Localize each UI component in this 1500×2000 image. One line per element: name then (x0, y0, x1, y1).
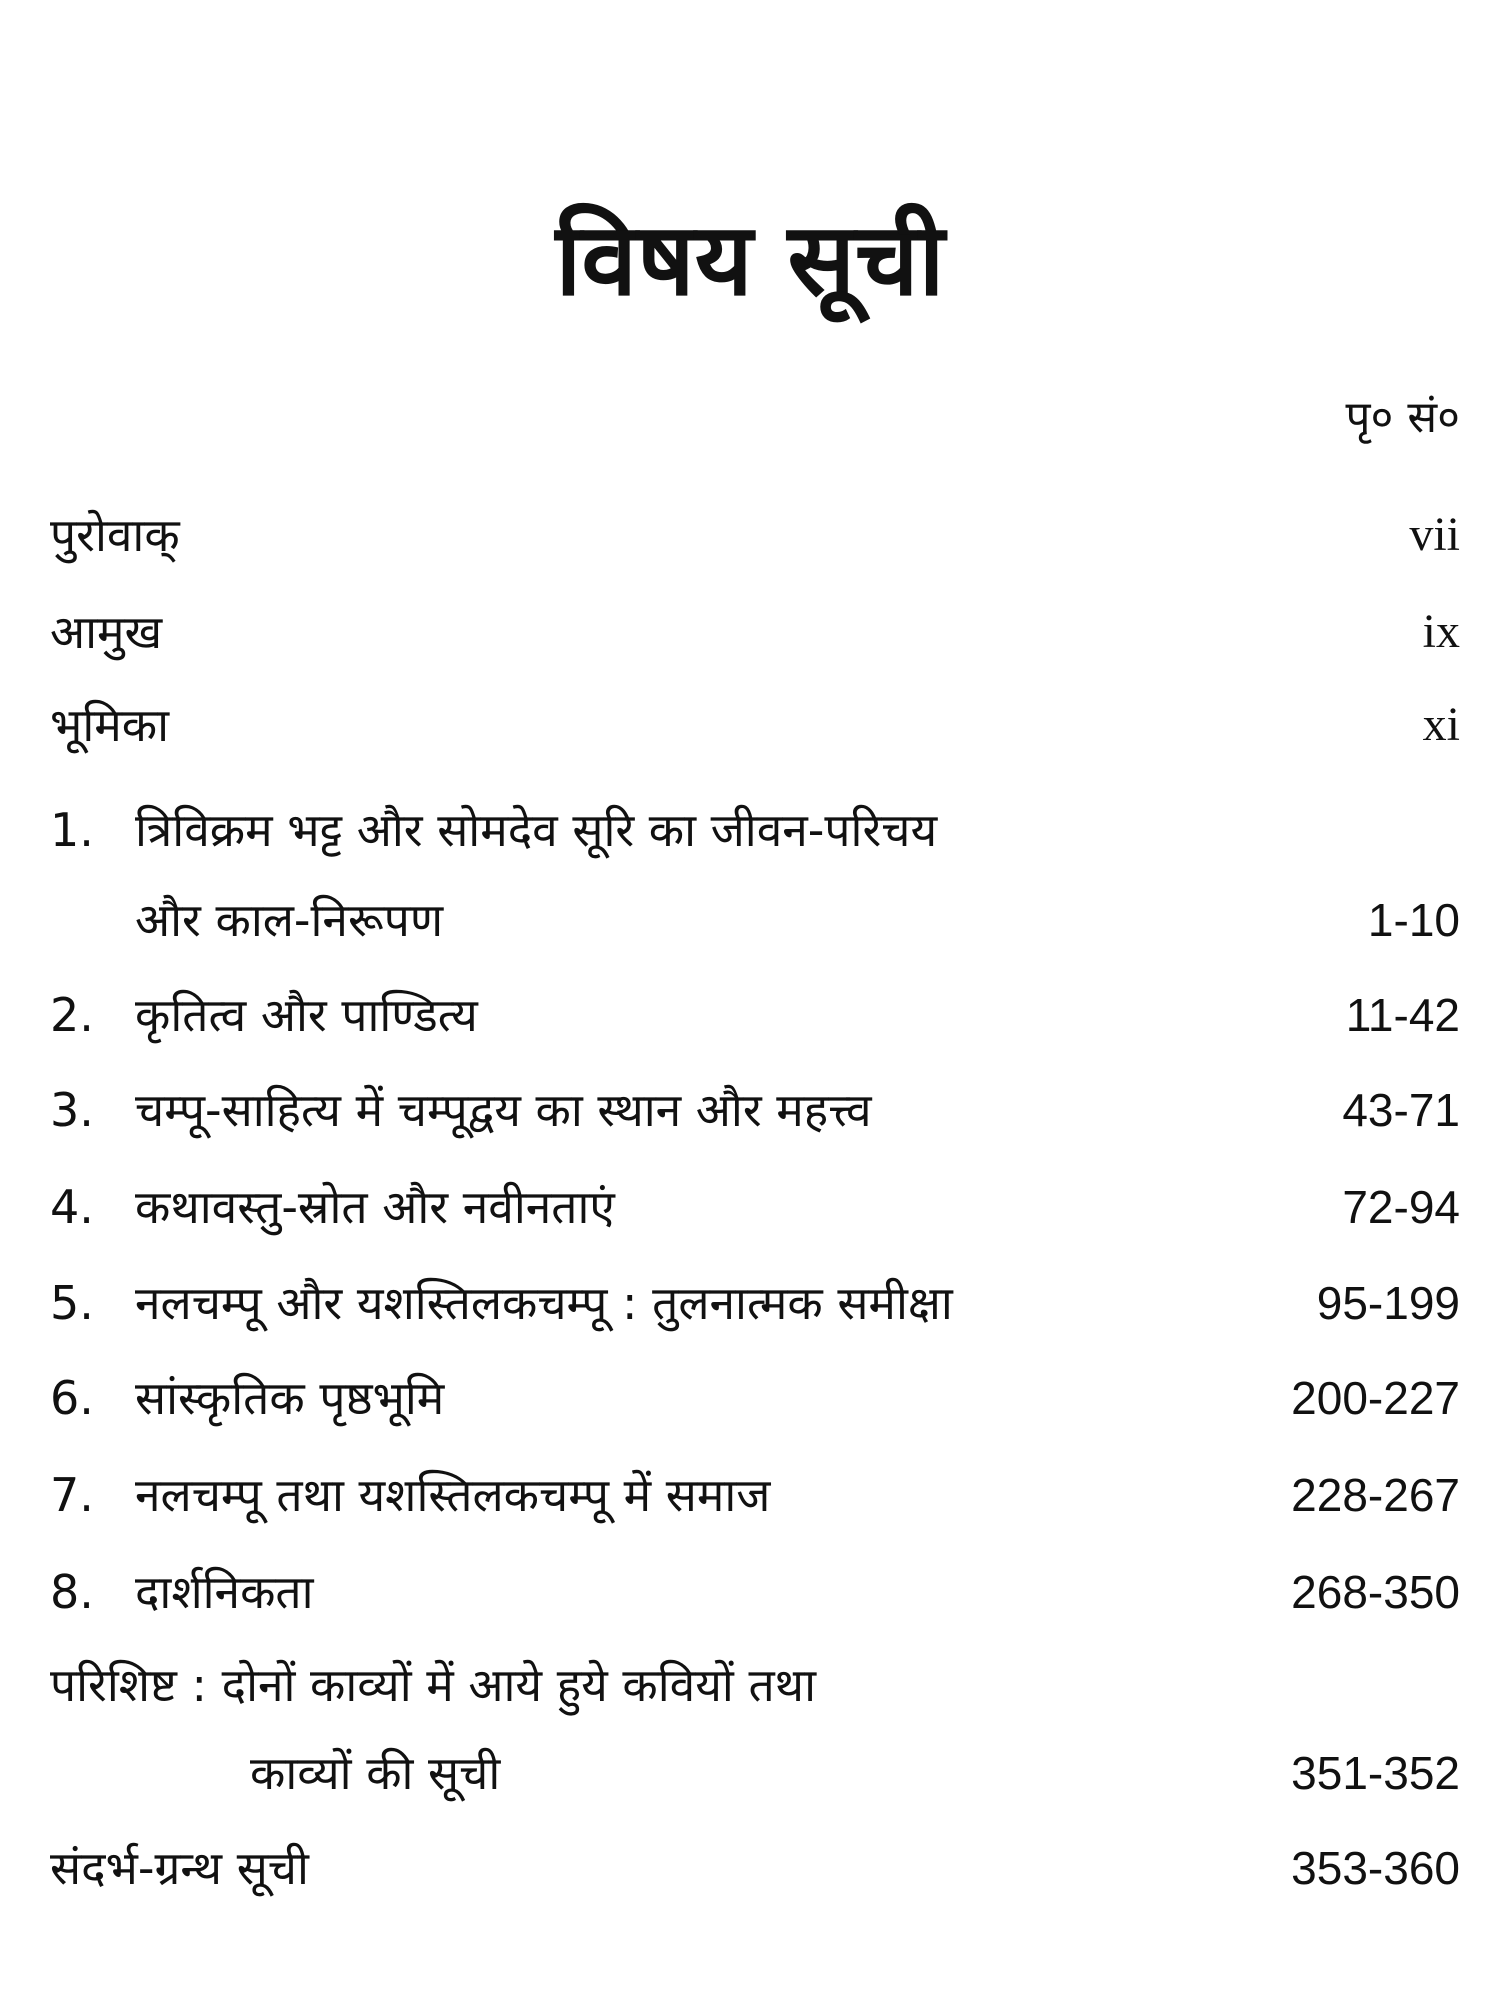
toc-entry-title: संदर्भ-ग्रन्थ सूची (50, 1841, 309, 1895)
toc-entry-pages: vii (1409, 508, 1460, 561)
toc-entry-title: दार्शनिकता (135, 1565, 314, 1619)
toc-entry-title: कथावस्तु-स्रोत और नवीनताएं (135, 1180, 615, 1234)
toc-entry (50, 690, 1460, 760)
toc-entry-number: 5. (50, 1276, 94, 1330)
toc-entry-pages: 11-42 (1345, 989, 1460, 1041)
toc-entry (50, 1833, 1460, 1903)
toc-entry-title: पुरोवाक् (50, 508, 180, 562)
toc-entry (50, 1075, 1460, 1145)
toc-entry (50, 1557, 1460, 1627)
toc-entry-title: कृतित्व और पाण्डित्य (135, 988, 478, 1042)
toc-entry-title: सांस्कृतिक पृष्ठभूमि (135, 1371, 445, 1425)
toc-entry-title: परिशिष्ट : दोनों काव्यों में आये हुये कवियों तथा (50, 1658, 816, 1712)
page-number-column-header: पृ० सं० (1345, 392, 1460, 443)
toc-entry-number: 4. (50, 1180, 94, 1234)
toc-entry (50, 597, 1460, 667)
toc-entry-title: चम्पू-साहित्य में चम्पूद्वय का स्थान और महत्त्व (135, 1083, 872, 1137)
toc-entry-continuation (50, 885, 1460, 955)
toc-entry-pages: 351-352 (1291, 1747, 1460, 1799)
toc-entry (50, 795, 1460, 865)
toc-entry-number: 2. (50, 988, 94, 1042)
toc-entry (50, 1268, 1460, 1338)
toc-entry-pages: 95-199 (1316, 1277, 1460, 1329)
toc-entry-pages: 200-227 (1291, 1372, 1460, 1424)
toc-entry-title: नलचम्पू तथा यशस्तिलकचम्पू में समाज (135, 1468, 771, 1522)
toc-entry-title: आमुख (50, 605, 163, 659)
toc-entry-title-continued: काव्यों की सूची (250, 1746, 501, 1800)
toc-entry-pages: 43-71 (1342, 1084, 1460, 1136)
toc-entry (50, 1460, 1460, 1530)
toc-entry (50, 1172, 1460, 1242)
toc-entry-title: त्रिविक्रम भट्ट और सोमदेव सूरि का जीवन-परिचय (135, 803, 938, 857)
toc-entry-title: नलचम्पू और यशस्तिलकचम्पू : तुलनात्मक समीक्षा (135, 1276, 953, 1330)
toc-entry-title-continued: और काल-निरूपण (135, 893, 444, 947)
toc-entry-pages: ix (1422, 605, 1460, 658)
toc-entry-number: 3. (50, 1083, 94, 1137)
toc-entry-pages: xi (1422, 698, 1460, 751)
toc-entry-number: 6. (50, 1371, 94, 1425)
toc-entry (50, 980, 1460, 1050)
toc-entry-pages: 228-267 (1291, 1469, 1460, 1521)
toc-entry-pages: 353-360 (1291, 1842, 1460, 1894)
toc-entry (50, 1650, 1460, 1720)
toc-entry-pages: 268-350 (1291, 1566, 1460, 1618)
toc-entry (50, 500, 1460, 570)
toc-entry-number: 1. (50, 803, 94, 857)
toc-entry-pages: 72-94 (1342, 1181, 1460, 1233)
toc-entry (50, 1363, 1460, 1433)
toc-entry-number: 7. (50, 1468, 94, 1522)
toc-entry-continuation (50, 1738, 1460, 1808)
toc-entry-number: 8. (50, 1565, 94, 1619)
page-title: विषय सूची (555, 201, 945, 318)
toc-entry-pages: 1-10 (1367, 894, 1460, 946)
toc-entry-title: भूमिका (50, 698, 170, 752)
